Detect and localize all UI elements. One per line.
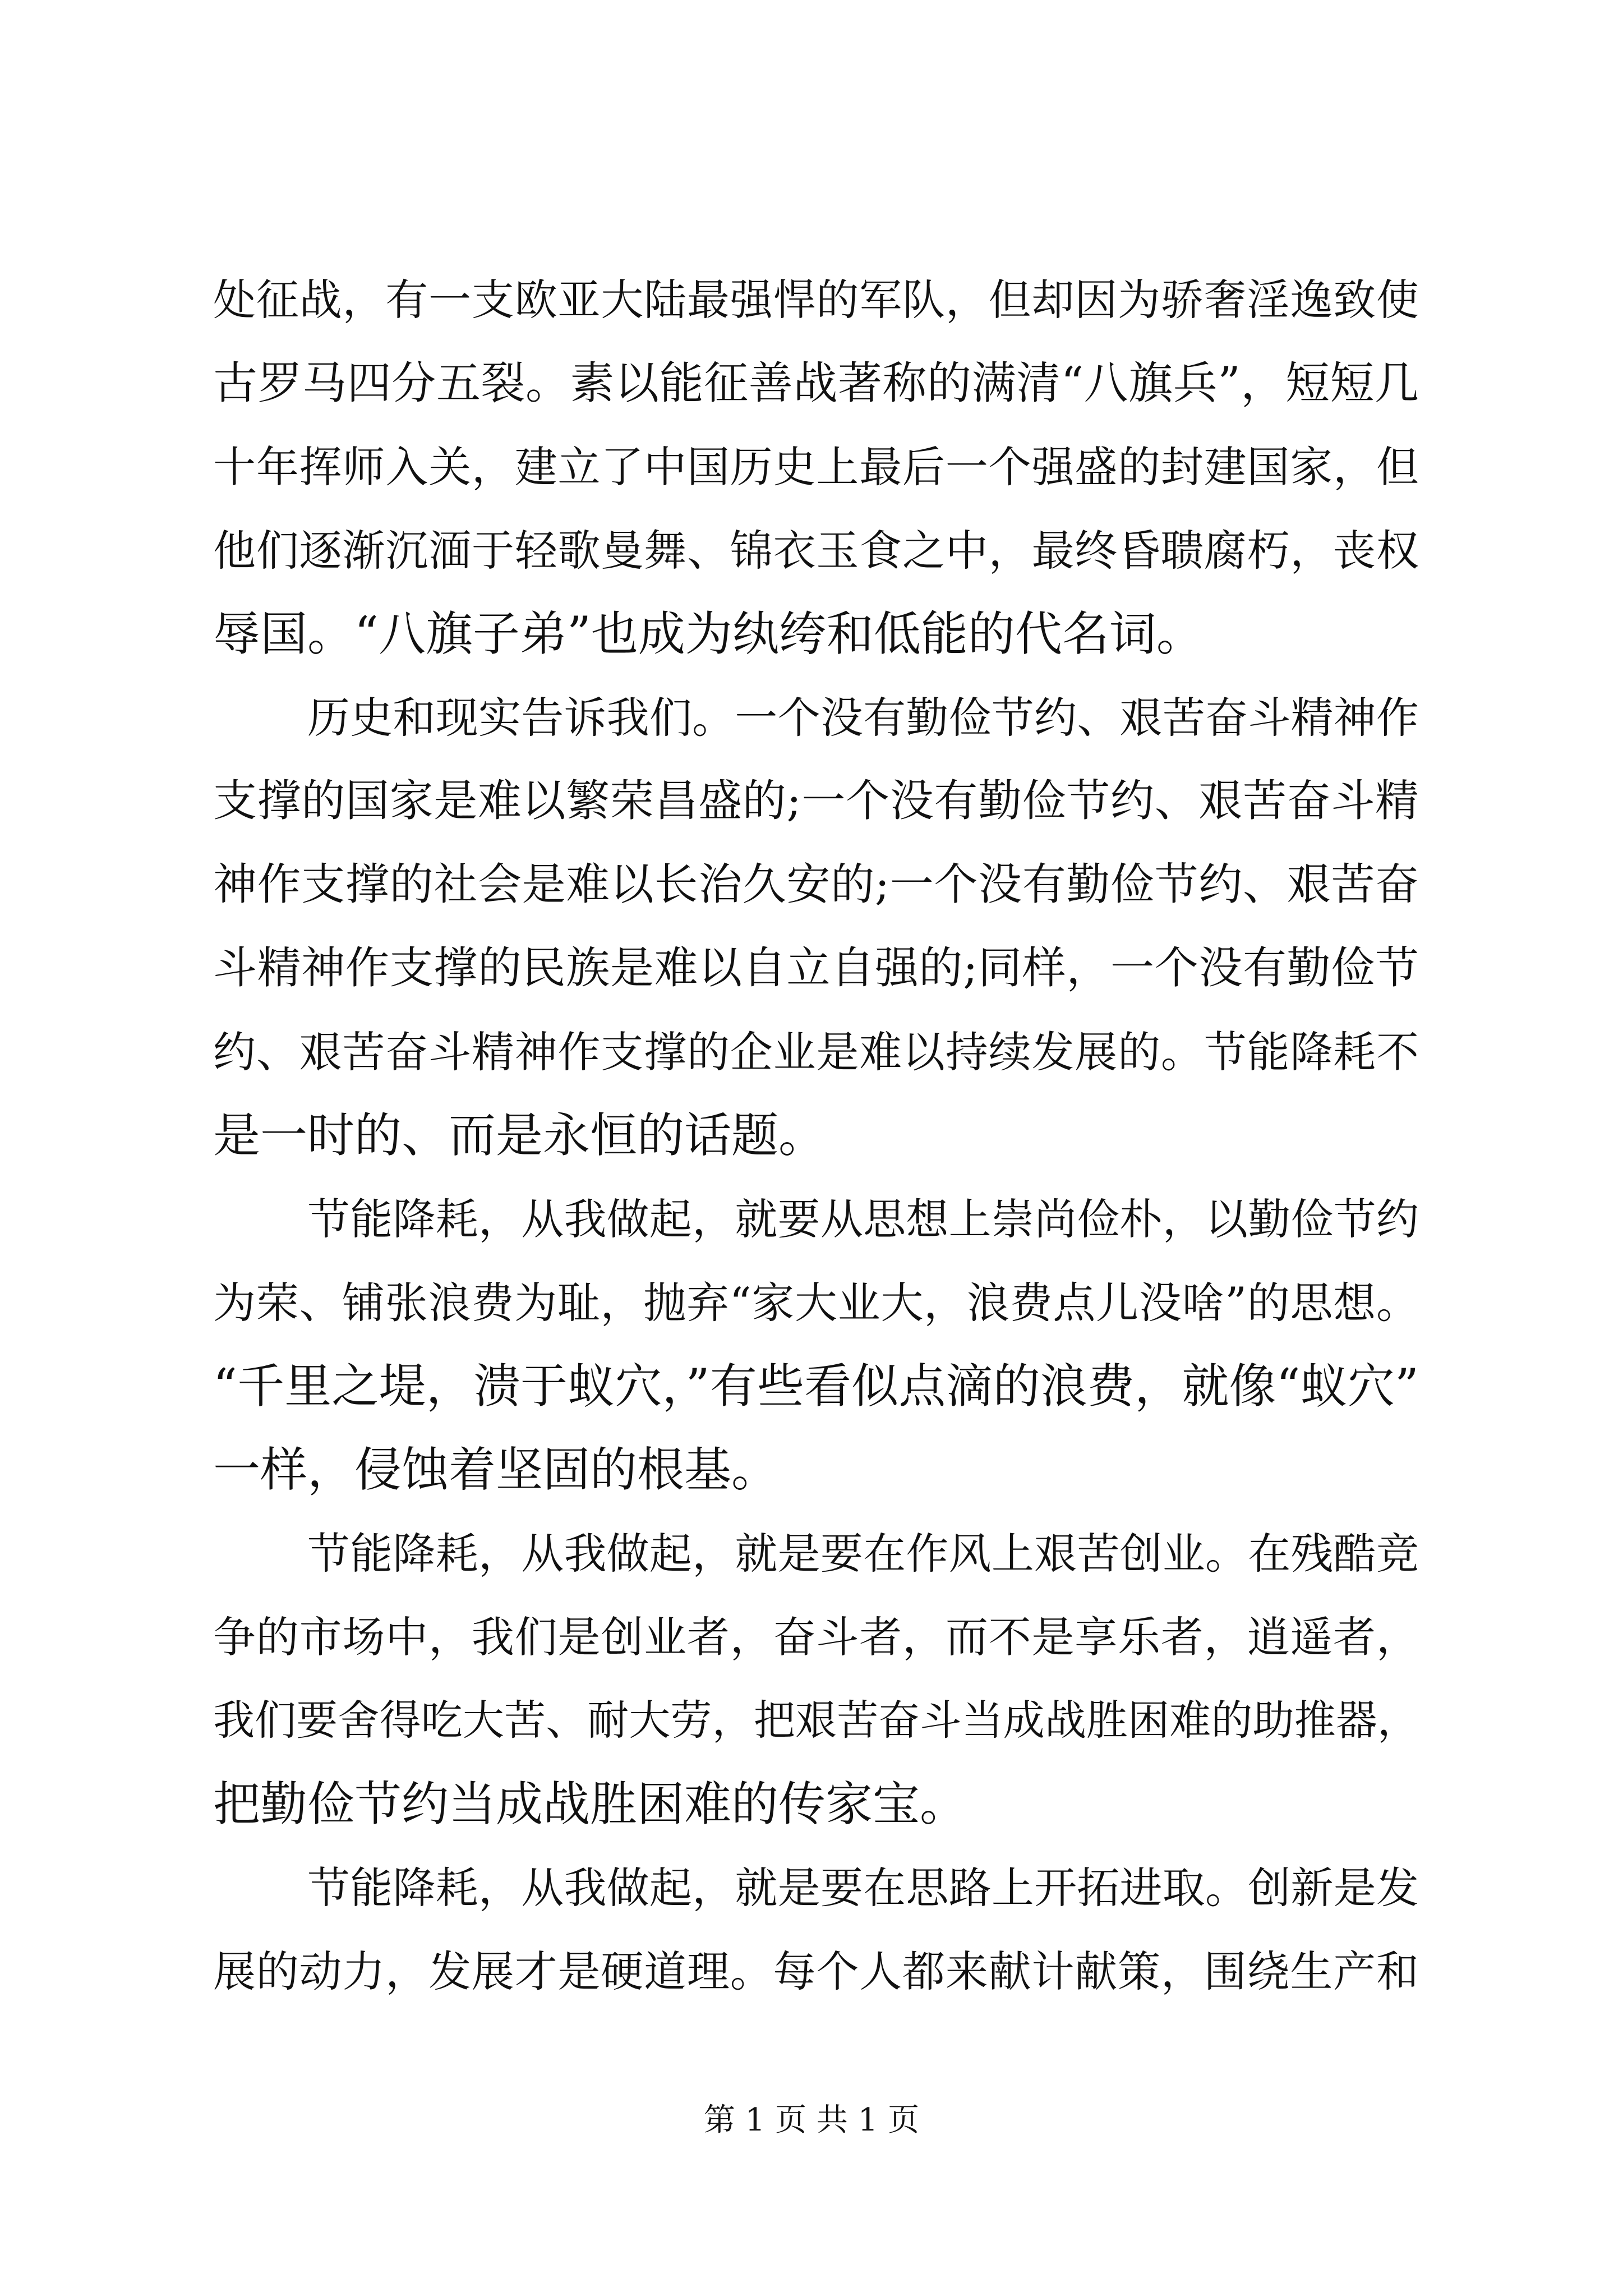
paragraph-start-line: 历史和现实告诉我们。一个没有勤俭节约、艰苦奋斗精神作 (307, 693, 1419, 743)
text-line: “千里之堤，溃于蚁穴，”有些看似点滴的浪费，就像“蚁穴” (213, 1359, 1419, 1414)
text-line: 争的市场中，我们是创业者，奋斗者，而不是享乐者，逍遥者， (213, 1612, 1419, 1662)
paragraph-start-line: 节能降耗，从我做起，就要从思想上崇尚俭朴，以勤俭节约 (307, 1194, 1419, 1244)
text-line: 他们逐渐沉湎于轻歌曼舞、锦衣玉食之中，最终昏聩腐朽，丧权 (213, 526, 1419, 576)
page-number: 第 1 页 共 1 页 (703, 2102, 920, 2138)
text-line: 我们要舍得吃大苦、耐大劳，把艰苦奋斗当成战胜困难的助推器， (213, 1696, 1419, 1745)
text-line: 为荣、铺张浪费为耻，抛弃“家大业大，浪费点儿没啥”的思想。 (213, 1278, 1419, 1328)
text-line: 是一时的、而是永恒的话题。 (213, 1108, 826, 1163)
text-line: 约、艰苦奋斗精神作支撑的企业是难以持续发展的。节能降耗不 (213, 1027, 1419, 1077)
paragraph-start-line: 节能降耗，从我做起，就是要在思路上开拓进取。创新是发 (307, 1863, 1419, 1913)
text-line: 一样，侵蚀着坚固的根基。 (213, 1442, 779, 1497)
text-line: 把勤俭节约当成战胜困难的传家宝。 (213, 1777, 967, 1832)
text-line: 支撑的国家是难以繁荣昌盛的;一个没有勤俭节约、艰苦奋斗精 (213, 776, 1419, 826)
text-line: 展的动力，发展才是硬道理。每个人都来献计献策，围绕生产和 (213, 1947, 1419, 1996)
page-footer (0, 2098, 1623, 2143)
text-line: 辱国。“八旗子弟”也成为纨绔和低能的代名词。 (213, 606, 1204, 661)
body-text (213, 258, 1419, 2013)
text-line: 神作支撑的社会是难以长治久安的;一个没有勤俭节约、艰苦奋 (213, 859, 1419, 910)
text-line: 古罗马四分五裂。素以能征善战著称的满清“八旗兵”，短短几 (213, 357, 1419, 409)
paragraph-start-line: 节能降耗，从我做起，就是要在作风上艰苦创业。在残酷竞 (307, 1529, 1419, 1579)
text-line: 处征战，有一支欧亚大陆最强悍的军队，但却因为骄奢淫逸致使 (213, 275, 1419, 325)
text-line: 斗精神作支撑的民族是难以自立自强的;同样，一个没有勤俭节 (213, 943, 1419, 993)
text-line: 十年挥师入关，建立了中国历史上最后一个强盛的封建国家，但 (213, 442, 1419, 492)
